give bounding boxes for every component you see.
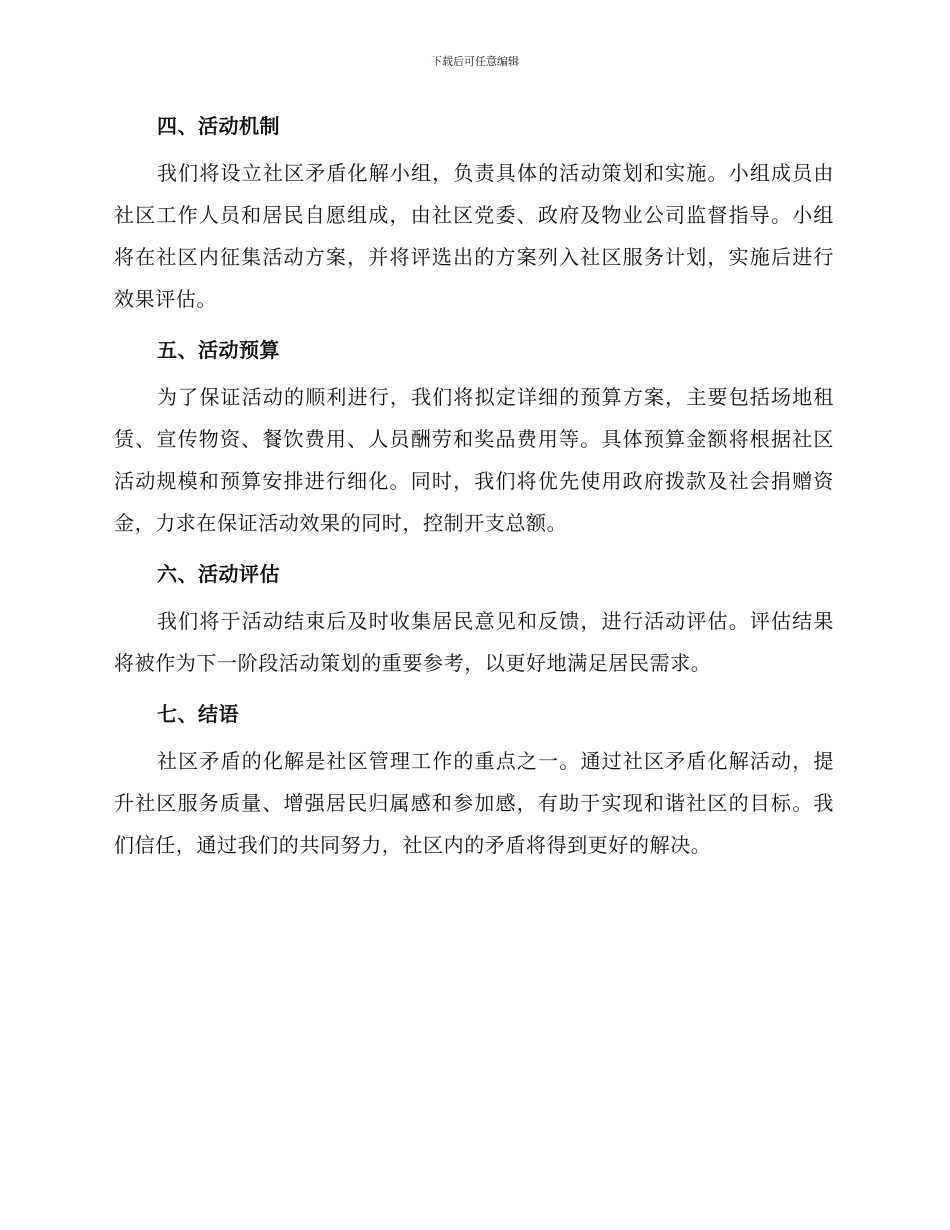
section-heading: 七、结语 xyxy=(157,702,239,726)
section-paragraph: 社区矛盾的化解是社区管理工作的重点之一。通过社区矛盾化解活动，提升社区服务质量、增强居民归属感和参加感，有助于实现和谐社区的目标。我们信任，通过我们的共同努力，社区内的矛盾将得到更好的解决。 xyxy=(114,749,834,857)
section-mechanism xyxy=(114,110,834,320)
document-body xyxy=(114,110,834,880)
section-heading: 六、活动评估 xyxy=(157,562,280,586)
section-budget xyxy=(114,334,834,544)
section-paragraph: 我们将于活动结束后及时收集居民意见和反馈，进行活动评估。评估结果将被作为下一阶段活动策划的重要参考，以更好地满足居民需求。 xyxy=(114,609,834,675)
section-paragraph: 我们将设立社区矛盾化解小组，负责具体的活动策划和实施。小组成员由社区工作人员和居民自愿组成，由社区党委、政府及物业公司监督指导。小组将在社区内征集活动方案，并将评选出的方案列入社区服务计划，实施后进行效果评估。 xyxy=(114,161,834,311)
page-header: 下载后可任意编辑 xyxy=(431,55,519,68)
section-evaluation xyxy=(114,558,834,684)
section-heading: 五、活动预算 xyxy=(157,338,280,362)
section-conclusion xyxy=(114,698,834,866)
section-heading: 四、活动机制 xyxy=(157,114,280,138)
section-paragraph: 为了保证活动的顺利进行，我们将拟定详细的预算方案，主要包括场地租赁、宣传物资、餐饮费用、人员酬劳和奖品费用等。具体预算金额将根据社区活动规模和预算安排进行细化。同时，我们将优先使用政府拨款及社会捐赠资金，力求在保证活动效果的同时，控制开支总额。 xyxy=(114,385,834,535)
